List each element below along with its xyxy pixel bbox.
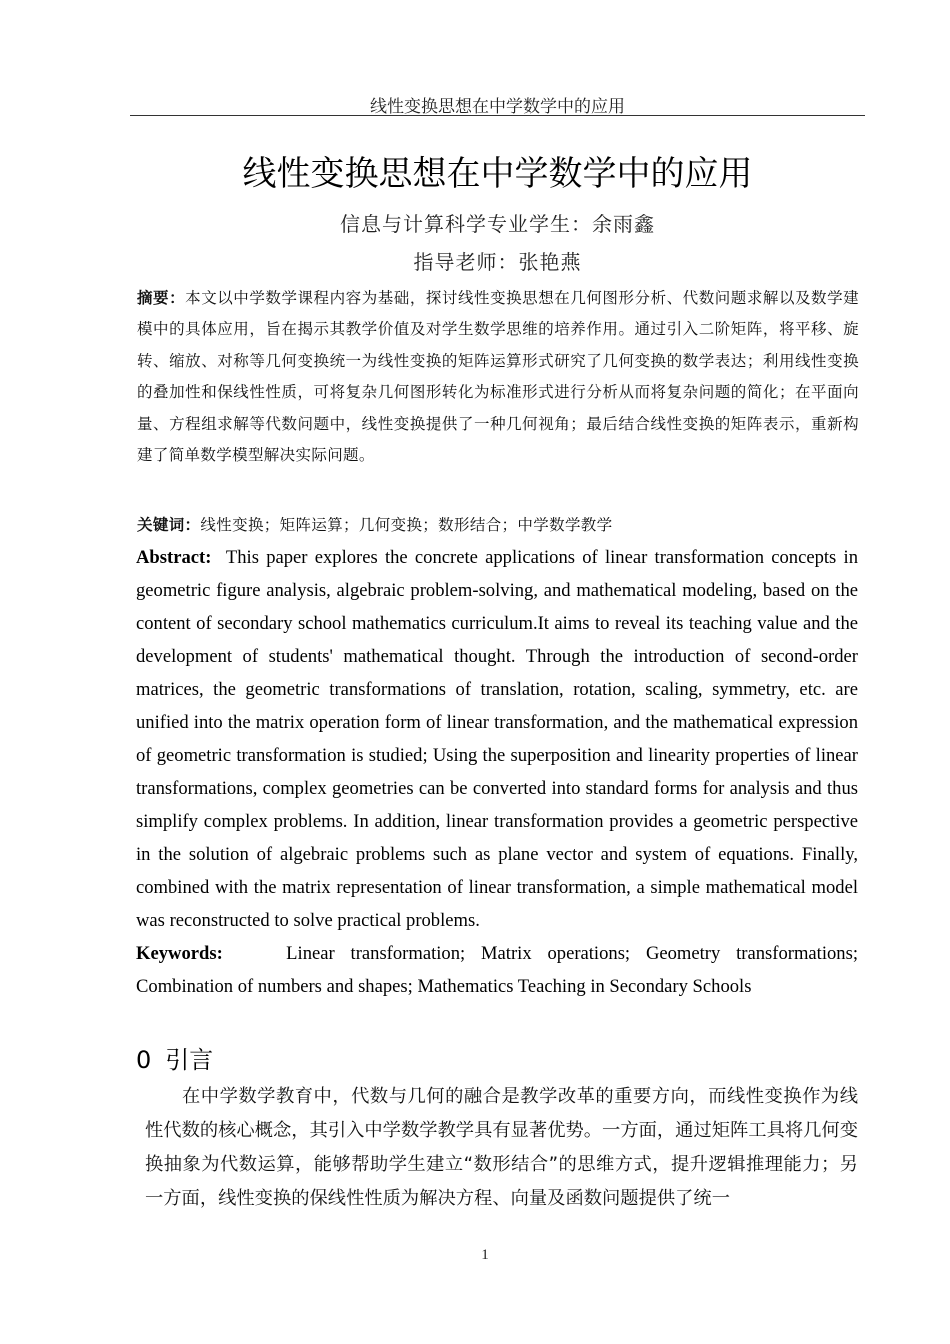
english-abstract: [136, 541, 858, 937]
running-header: 线性变换思想在中学数学中的应用: [370, 97, 625, 117]
paper-title: 线性变换思想在中学数学中的应用: [242, 154, 753, 194]
section-title: 引言: [165, 1046, 214, 1074]
section-number: 0: [136, 1046, 152, 1074]
intro-paragraph: 在中学数学教育中，代数与几何的融合是教学改革的重要方向，而线性变换作为线性代数的核心概念，其引入中学数学教学具有显著优势。一方面，通过矩阵工具将几何变换抽象为代数运算，能够帮助学生建立“数形结合”的思维方式，提升逻辑推理能力；另一方面，线性变换的保线性性质为解决方程、向量及函数问题提供了统一: [145, 1086, 858, 1209]
english-keywords-label: Keywords:: [136, 943, 223, 964]
english-keywords-text: Linear transformation; Matrix operations; Geometry transformations; Combination of numbers and shapes; Mathematics Teaching in Secondary Schools: [136, 943, 859, 997]
chinese-abstract-text: 本文以中学数学课程内容为基础，探讨线性变换思想在几何图形分析、代数问题求解以及数学建模中的具体应用，旨在揭示其教学价值及对学生数学思维的培养作用。通过引入二阶矩阵，将平移、旋转、缩放、对称等几何变换统一为线性变换的矩阵运算形式研究了几何变换的数学表达；利用线性变换的叠加性和保线性性质，可将复杂几何图形转化为标准形式进行分析从而将复杂问题的简化；在平面向量、方程组求解等代数问题中，线性变换提供了一种几何视角；最后结合线性变换的矩阵表示，重新构建了简单数学模型解决实际问题。: [137, 289, 859, 465]
english-abstract-text: This paper explores the concrete applications of linear transformation concepts in geometric figure analysis, algebraic problem-solving, and mathematical modeling, based on the content of secondary school mathematics curriculum.It aims to reveal its teaching value and the development of students' mathematical thought. Through the introduction of second-order matrices, the geometric transformations of translation, rotation, scaling, symmetry, etc. are unified into the matrix operation form of linear transformation, and the mathematical expression of geometric transformation is studied; Using the superposition and linearity properties of linear transformations, complex geometries can be converted into standard forms for analysis and thus simplify complex problems. In addition, linear transformation provides a geometric perspective in the solution of algebraic problems such as plane vector and system of equations. Finally, combined with the matrix representation of linear transformation, a simple mathematical model was reconstructed to solve practical problems.: [136, 547, 859, 931]
author-line: 信息与计算科学专业学生：余雨鑫: [340, 212, 655, 236]
chinese-keywords: [137, 511, 859, 539]
chinese-abstract: [137, 282, 859, 471]
chinese-keywords-label: 关键词：: [137, 515, 201, 534]
header-rule: [130, 115, 865, 116]
english-abstract-label: Abstract:: [136, 547, 212, 568]
chinese-keywords-text: 线性变换；矩阵运算；几何变换；数形结合；中学数学教学: [200, 516, 613, 534]
english-keywords: [136, 937, 858, 1003]
advisor-line: 指导老师：张艳燕: [413, 250, 582, 274]
page-number: 1: [481, 1247, 489, 1263]
chinese-abstract-label: 摘要：: [137, 288, 186, 307]
section-heading: [136, 1040, 213, 1075]
